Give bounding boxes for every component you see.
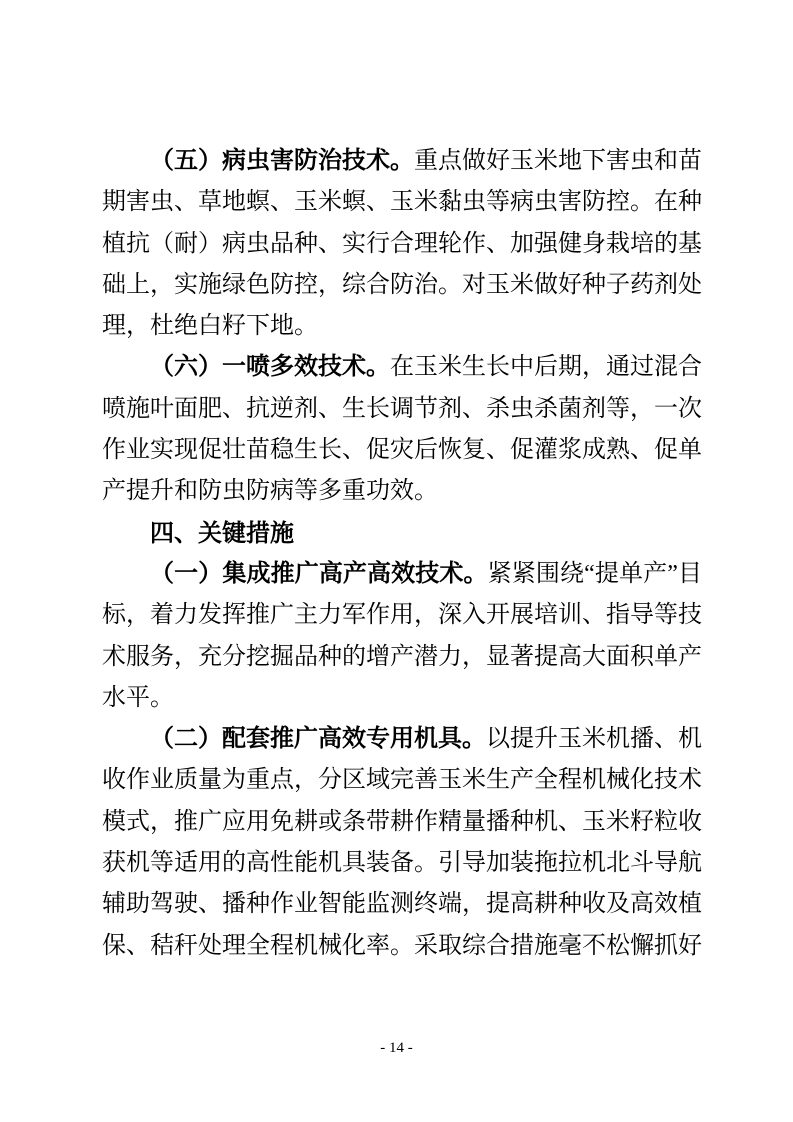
paragraph-lead: （六）一喷多效技术。 xyxy=(150,354,390,381)
paragraph-lead: （二）配套推广高效专用机具。 xyxy=(150,726,486,753)
paragraph-tech-promotion xyxy=(102,554,702,719)
page-number: - 14 - xyxy=(380,1040,413,1056)
paragraph-lead: （一）集成推广高产高效技术。 xyxy=(150,560,488,587)
paragraph-machinery xyxy=(102,719,702,967)
section-heading-key-measures: 四、关键措施 xyxy=(150,519,294,547)
paragraph-text: 紧紧围绕“提单产”目标，着力发挥推广主力军作用，深入开展培训、指导等技术服务，充分挖掘品种的增产潜力，显著提高大面积单产水平。 xyxy=(102,560,702,711)
paragraph-pest-control xyxy=(102,141,702,347)
paragraph-text: 在玉米生长中后期，通过混合喷施叶面肥、抗逆剂、生长调节剂、杀虫杀菌剂等，一次作业实现促壮苗稳生长、促灾后恢复、促灌浆成熟、促单产提升和防虫防病等多重功效。 xyxy=(102,354,702,505)
paragraph-lead: （五）病虫害防治技术。 xyxy=(150,148,414,174)
paragraph-text: 以提升玉米机播、机收作业质量为重点，分区域完善玉米生产全程机械化技术模式，推广应用免耕或条带耕作精量播种机、玉米籽粒收获机等适用的高性能机具装备。引导加装拖拉机北斗导航辅助驾驶、播种作业智能监测终端，提高耕种收及高效植保、秸秆处理全程机械化率。采取综合措施毫不松懈抓好 xyxy=(102,726,702,959)
document-body xyxy=(102,141,702,967)
paragraph-text: 重点做好玉米地下害虫和苗期害虫、草地螟、玉米螟、玉米黏虫等病虫害防控。在种植抗（耐）病虫品种、实行合理轮作、加强健身栽培的基础上，实施绿色防控，综合防治。对玉米做好种子药剂处理，杜绝白籽下地。 xyxy=(102,148,702,340)
paragraph-one-spray xyxy=(102,347,702,512)
